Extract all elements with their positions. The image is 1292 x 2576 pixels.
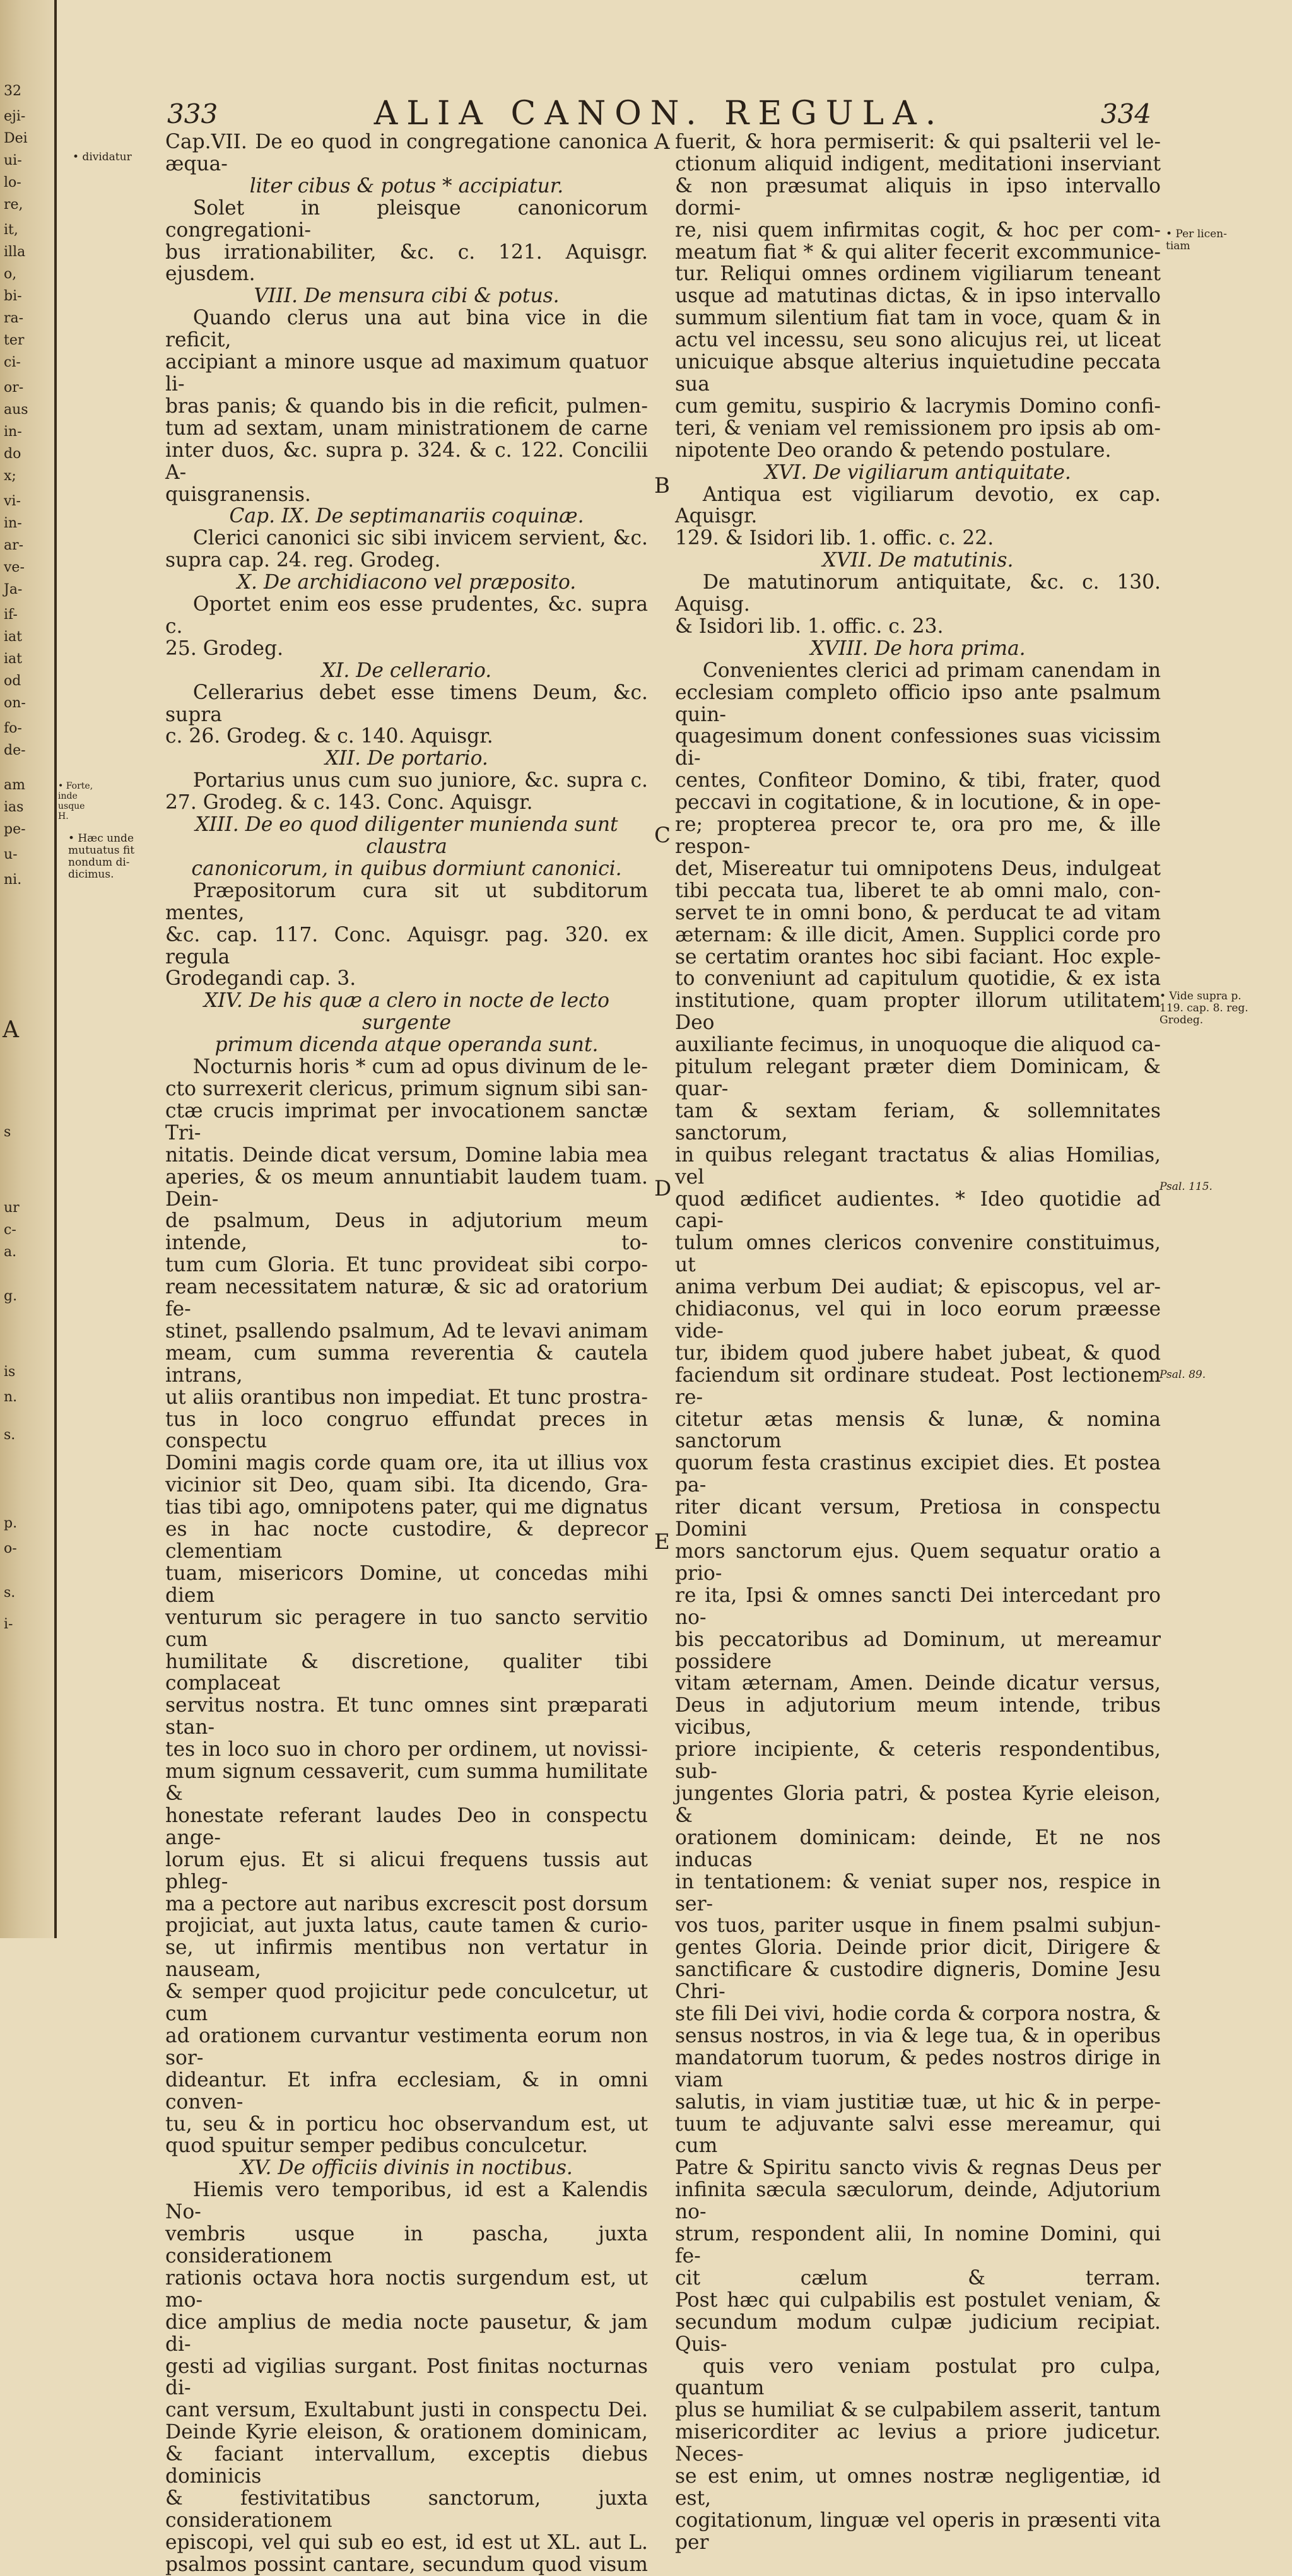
edge-fragment: ui- — [4, 153, 22, 168]
edge-fragment: if- — [4, 607, 18, 623]
text-line: Præpositorum cura sit ut subditorum mentes, — [165, 879, 648, 924]
text-line: Nocturnis horis * cum ad opus divinum de le- — [192, 1056, 648, 1079]
text-line: X. De archidiacono vel præposito. — [237, 571, 577, 594]
text-line: to conveniunt ad capitulum quotidie, & ex ista — [675, 967, 1161, 991]
edge-fragment: eji- — [4, 109, 26, 124]
text-line: Cap.VII. De eo quod in congregatione canonica æqua- — [165, 131, 648, 175]
text-line: tur. Reliqui omnes ordinem vigiliarum teneant — [675, 262, 1161, 286]
text-line: vitam æternam, Amen. Deinde dicatur versus, — [675, 1672, 1161, 1695]
text-line: 25. Grodeg. — [165, 637, 284, 660]
text-line: in tentationem: & veniat super nos, respice in ser- — [675, 1870, 1161, 1915]
text-line: bras panis; & quando bis in die reficit, pulmen- — [165, 394, 648, 418]
text-line: Convenientes clerici ad primam canendam in — [702, 659, 1161, 682]
margin-note-haec-unde: • Hæc unde mutuatus fit nondum di- dicimus. — [68, 832, 135, 881]
text-line: fuerit, & hora permiserit: & qui psalterii vel le- — [675, 131, 1161, 153]
text-line: vicinior sit Deo, quam sibi. Ita dicendo, Gra- — [165, 1474, 648, 1497]
text-line: actu vel incessu, seu sono alicujus rei, ut liceat — [675, 329, 1161, 352]
text-line: ecclesiam completo officio ipso ante psalmum quin- — [675, 681, 1161, 726]
text-line: vos tuos, pariter usque in finem psalmi subjun- — [675, 1914, 1161, 1938]
text-line: gesti ad vigilias surgant. Post finitas nocturnas di- — [165, 2355, 648, 2400]
text-line: æternam: & ille dicit, Amen. Supplici corde pro — [675, 923, 1161, 946]
section-letter-e: E — [654, 1529, 670, 1555]
text-line: rationis octava hora noctis surgendum est, ut mo- — [165, 2266, 648, 2312]
margin-note-psalm-115: Psal. 115. — [1160, 1180, 1213, 1193]
edge-fragment: Dei — [4, 131, 28, 146]
edge-fragment: g. — [4, 1288, 18, 1304]
edge-fragment: or- — [4, 380, 24, 396]
edge-fragment: on- — [4, 695, 26, 711]
text-line: & Isidori lib. 1. offic. c. 23. — [675, 615, 944, 638]
text-line: VIII. De mensura cibi & potus. — [254, 285, 560, 308]
text-line: usque ad matutinas dictas, & in ipso intervallo — [675, 285, 1161, 308]
text-line: salutis, in viam justitiæ tuæ, ut hic & in perpe- — [675, 2090, 1161, 2114]
text-line: psalmos possint cantare, secundum quod visum — [165, 2553, 648, 2576]
text-line: Quando clerus una aut bina vice in die reficit, — [165, 307, 648, 352]
edge-fragment: p. — [4, 1515, 18, 1531]
text-line: De matutinorum antiquitate, &c. c. 130. Aquisg. — [675, 571, 1161, 616]
text-line: mors sanctorum ejus. Quem sequatur oratio a prio- — [675, 1540, 1161, 1585]
text-line: citetur ætas mensis & lunæ, & nomina sanctorum — [675, 1408, 1161, 1453]
text-line: gentes Gloria. Deinde prior dicit, Dirigere & — [675, 1936, 1161, 1960]
left-text-column — [165, 131, 648, 2576]
text-line: jungentes Gloria patri, & postea Kyrie eleison, & — [675, 1782, 1161, 1827]
text-line: Oportet enim eos esse prudentes, &c. supra c. — [165, 593, 648, 638]
edge-fragment: o, — [4, 266, 17, 282]
section-letter-d: D — [654, 1176, 672, 1201]
text-line: re; propterea precor te, ora pro me, & ille respon- — [675, 813, 1161, 858]
text-line: orationem dominicam: deinde, Et ne nos inducas — [675, 1826, 1161, 1871]
text-line: plus se humiliat & se culpabilem asserit, tantum — [675, 2399, 1161, 2422]
text-line: anima verbum Dei audiat; & episcopus, vel ar- — [675, 1276, 1161, 1299]
text-line: sensus nostros, in via & lege tua, & in operibus — [675, 2024, 1161, 2047]
text-line: se, ut infirmis mentibus non vertatur in nauseam, — [165, 1936, 648, 1982]
text-line: teri, & veniam vel remissionem pro ipsis ab om- — [675, 416, 1161, 440]
edge-fragment: in- — [4, 424, 22, 440]
text-line: ad orationem curvantur vestimenta eorum non sor- — [165, 2024, 648, 2069]
text-line: projiciat, aut juxta latus, caute tamen & curio- — [165, 1914, 648, 1938]
text-line: & faciant intervallum, exceptis diebus dominicis — [165, 2443, 648, 2488]
text-line: Hiemis vero temporibus, id est a Kalendis No- — [165, 2179, 648, 2224]
text-line: tuam, misericors Domine, ut concedas mihi diem — [165, 1561, 648, 1607]
text-line: quod spuitur semper pedibus conculcetur. — [165, 2134, 588, 2158]
edge-fragment: pe- — [4, 821, 26, 837]
text-line: quod ædificet audientes. * Ideo quotidie ad capi- — [675, 1187, 1161, 1233]
text-line: XI. De cellerario. — [321, 659, 492, 682]
text-line: cum gemitu, suspirio & lacrymis Domino confi- — [675, 394, 1161, 418]
edge-fragment: re, — [4, 197, 23, 213]
text-line: vembris usque in pascha, juxta considerationem — [165, 2223, 648, 2267]
text-line: secundum modum culpæ judicium recipiat. Quis- — [675, 2310, 1161, 2356]
edge-fragment: illa — [4, 244, 26, 260]
text-line: tias tibi ago, omnipotens pater, qui me dignatus — [165, 1496, 648, 1519]
text-line: tu, seu & in porticu hoc observandum est, ut — [165, 2112, 648, 2136]
text-line: pitulum relegant præter diem Dominicam, & quar- — [675, 1056, 1161, 1100]
text-line: re, nisi quem infirmitas cogit, & hoc per com- — [675, 218, 1161, 242]
text-line: unicuique absque alterius inquietudine peccata sua — [675, 351, 1161, 396]
text-line: Domini magis corde quam ore, ita ut illius vox — [165, 1452, 648, 1475]
edge-fragment: lo- — [4, 175, 21, 191]
text-line: per — [675, 2531, 709, 2554]
text-line: c. 26. Grodeg. & c. 140. Aquisgr. — [165, 725, 493, 748]
text-line: & non præsumat aliquis in ipso intervallo dormi- — [675, 174, 1161, 220]
edge-fragment: n. — [4, 1389, 18, 1405]
text-line: Patre & Spiritu sancto vivis & regnas Deus per — [675, 2156, 1161, 2180]
text-line: Clerici canonici sic sibi invicem servient, &c. — [192, 527, 648, 550]
text-line: aperies, & os meum annuntiabit laudem tuam. Dein- — [165, 1165, 648, 1211]
edge-fragment: i- — [4, 1616, 13, 1632]
page-number-left: 333 — [167, 98, 218, 129]
edge-fragment: de- — [4, 743, 26, 758]
text-line: riter dicant versum, Pretiosa in conspectu Domini — [675, 1496, 1161, 1541]
edge-fragment: ci- — [4, 355, 21, 370]
text-line: cogitationum, linguæ vel operis in præsenti vita — [675, 2508, 1161, 2532]
text-line: venturum sic peragere in tuo sancto servitio cum — [165, 1606, 648, 1651]
text-line: Deinde Kyrie eleison, & orationem dominicam, — [165, 2421, 648, 2444]
text-line: XVIII. De hora prima. — [810, 637, 1026, 660]
edge-fragment: ra- — [4, 310, 24, 326]
text-line: mum signum cessaverit, cum summa humilitate & — [165, 1760, 648, 1805]
edge-fragment: od — [4, 673, 21, 689]
text-line: centes, Confiteor Domino, & tibi, frater, quod — [675, 769, 1161, 792]
text-line: XVII. De matutinis. — [822, 549, 1014, 572]
text-line: Post hæc qui culpabilis est postulet veniam, & — [675, 2288, 1161, 2312]
text-line: nitatis. Deinde dicat versum, Domine labia mea — [165, 1143, 648, 1167]
text-line: tes in loco suo in choro per ordinem, ut novissi- — [165, 1738, 648, 1761]
text-line: meatum fiat * & qui aliter fecerit excommunice- — [675, 240, 1161, 264]
edge-fragment: ar- — [4, 538, 24, 553]
text-line: Cap. IX. De septimanariis coquinæ. — [229, 505, 584, 528]
text-line: episcopi, vel qui sub eo est, id est ut XL. aut L. — [165, 2531, 648, 2554]
edge-fragment: Ja- — [4, 582, 23, 597]
text-line: strum, respondent alii, In nomine Domini, qui fe- — [675, 2223, 1161, 2267]
running-title: ALIA CANON. REGULA. — [373, 95, 945, 132]
edge-fragment: fo- — [4, 720, 22, 736]
edge-fragment: x; — [4, 468, 16, 484]
text-line: liter cibus & potus * accipiatur. — [249, 174, 564, 197]
edge-fragment: is — [4, 1364, 16, 1380]
text-line: cit cælum & terram. — [675, 2266, 1161, 2290]
text-line: honestate referant laudes Deo in conspectu ange- — [165, 1804, 648, 1849]
text-line: tum ad sextam, unam ministrationem de carne — [165, 416, 648, 440]
text-line: servet te in omni bono, & perducat te ad vitam — [675, 901, 1161, 924]
text-line: peccavi in cogitatione, & in locutione, & in ope- — [675, 791, 1161, 815]
edge-fragment: 32 — [4, 83, 21, 99]
text-line: quagesimum donent confessiones suas vicissim di- — [675, 725, 1161, 770]
text-line: priore incipiente, & ceteris respondentibus, sub- — [675, 1738, 1161, 1784]
text-line: Solet in pleisque canonicorum congregationi- — [165, 196, 648, 242]
text-line: quis vero veniam postulat pro culpa, quantum — [675, 2355, 1161, 2400]
edge-fragment: vi- — [4, 493, 21, 509]
text-line: ste fili Dei vivi, hodie corda & corpora nostra, & — [675, 2003, 1161, 2026]
text-line: humilitate & discretione, qualiter tibi complaceat — [165, 1650, 648, 1695]
text-line: sanctificare & custodire digneris, Domine Jesu Chri- — [675, 1958, 1161, 2004]
edge-fragment: ur — [4, 1200, 20, 1216]
text-line: dideantur. Et infra ecclesiam, & in omni conven- — [165, 2068, 648, 2114]
text-line: Portarius unus cum suo juniore, &c. supra c. — [192, 769, 648, 792]
text-line: ream necessitatem naturæ, & sic ad oratorium fe- — [165, 1276, 648, 1321]
text-line: dice amplius de media nocte pausetur, & jam di- — [165, 2310, 648, 2356]
text-line: tur, ibidem quod jubere habet jubeat, & quod — [675, 1341, 1161, 1365]
text-line: quisgranensis. — [165, 483, 311, 506]
edge-fragment: bi- — [4, 288, 22, 304]
edge-fragment: aus — [4, 402, 28, 418]
text-line: accipiant a minore usque ad maximum quatuor li- — [165, 351, 648, 396]
text-line: Deus in adjutorium meum intende, tribus vicibus, — [675, 1694, 1161, 1739]
text-line: ctæ crucis imprimat per invocationem sanctæ Tri- — [165, 1099, 648, 1144]
text-line: se certatim orantes hoc sibi faciant. Hoc exple- — [675, 945, 1161, 968]
edge-fragment: s. — [4, 1585, 16, 1601]
text-line: in quibus relegant tractatus & alias Homilias, vel — [675, 1143, 1161, 1189]
text-line: nipotente Deo orando & petendo postulare. — [675, 438, 1112, 462]
margin-note-psalm-89: Psal. 89. — [1160, 1368, 1206, 1381]
margin-note-vide-supra: • Vide supra p. 119. cap. 8. reg. Grodeg. — [1160, 990, 1248, 1026]
edge-fragment: a. — [4, 1244, 17, 1260]
edge-fragment: ve- — [4, 560, 25, 575]
margin-note-forte: • Forte, inde usque H. — [58, 781, 93, 821]
text-line: bus irrationabiliter, &c. c. 121. Aquisgr. ejusdem. — [165, 240, 648, 286]
text-line: mandatorum tuorum, & pedes nostros dirige in viam — [675, 2046, 1161, 2091]
text-line: infinita sæcula sæculorum, deinde, Adjutorium no- — [675, 2179, 1161, 2224]
text-line: stinet, psallendo psalmum, Ad te levavi animam — [165, 1319, 648, 1343]
text-line: tam & sextam feriam, & sollemnitates sanctorum, — [675, 1099, 1161, 1144]
page-number-right: 334 — [1100, 98, 1151, 129]
text-line: institutione, quam propter illorum utilitatem Deo — [675, 989, 1161, 1035]
edge-fragment: o- — [4, 1541, 17, 1556]
text-line: faciendum sit ordinare studeat. Post lectionem re- — [675, 1363, 1161, 1409]
edge-fragment: do — [4, 446, 21, 462]
text-line: XIII. De eo quod diligenter munienda sunt claustra — [195, 813, 618, 858]
text-line: bis peccatoribus ad Dominum, ut mereamur possidere — [675, 1628, 1161, 1673]
text-line: tibi peccata tua, liberet te ab omni malo, con- — [675, 879, 1161, 902]
text-line: cto surrexerit clericus, primum signum sibi san- — [165, 1077, 648, 1100]
text-line: & semper quod projicitur pede conculcetur, ut cum — [165, 1980, 648, 2026]
edge-fragment: A — [3, 1017, 19, 1043]
edge-fragment: ias — [4, 799, 24, 815]
text-line: cant versum, Exultabunt justi in conspectu Dei. — [165, 2399, 648, 2422]
text-line: Cellerarius debet esse timens Deum, &c. supra — [165, 681, 648, 726]
text-line: Grodegandi cap. 3. — [165, 967, 356, 991]
text-line: tus in loco congruo effundat preces in conspectu — [165, 1408, 648, 1453]
text-line: summum silentium fiat tam in voce, quam & in — [675, 307, 1161, 330]
text-line: tuum te adjuvante salvi esse mereamur, qui cum — [675, 2112, 1161, 2158]
text-line: chidiaconus, vel qui in loco eorum præesse vide- — [675, 1298, 1161, 1343]
edge-fragment: iat — [4, 629, 22, 645]
edge-fragment: c- — [4, 1222, 16, 1238]
text-line: & festivitatibus sanctorum, juxta considerationem — [165, 2486, 648, 2532]
edge-fragment: ni. — [4, 872, 22, 888]
edge-fragment: ter — [4, 332, 25, 348]
text-line: es in hac nocte custodire, & deprecor clementiam — [165, 1518, 648, 1563]
text-line: de psalmum, Deus in adjutorium meum intende, to- — [165, 1209, 648, 1255]
gutter-rule — [54, 0, 57, 1938]
edge-fragment: s — [4, 1124, 11, 1140]
text-line: tum cum Gloria. Et tunc provideat sibi corpo- — [165, 1254, 648, 1277]
text-line: XVI. De vigiliarum antiquitate. — [765, 461, 1071, 484]
section-letter-a: A — [654, 129, 670, 155]
text-line: auxiliante fecimus, in unoquoque die aliquod ca- — [675, 1033, 1161, 1057]
text-line: 27. Grodeg. & c. 143. Conc. Aquisgr. — [165, 791, 533, 815]
text-line: servitus nostra. Et tunc omnes sint præparati stan- — [165, 1694, 648, 1739]
text-line: ctionum aliquid indigent, meditationi inserviant — [675, 152, 1161, 175]
right-text-column — [675, 131, 1161, 2554]
text-line: lorum ejus. Et si alicui frequens tussis aut phleg- — [165, 1848, 648, 1893]
text-line: supra cap. 24. reg. Grodeg. — [165, 549, 441, 572]
section-letter-b: B — [654, 473, 670, 498]
edge-fragment: in- — [4, 515, 22, 531]
text-line: quorum festa crastinus excipiet dies. Et postea pa- — [675, 1452, 1161, 1497]
text-line: XV. De officiis divinis in noctibus. — [240, 2156, 573, 2180]
text-line: canonicorum, in quibus dormiunt canonici. — [191, 857, 622, 880]
text-line: ma a pectore aut naribus excrescit post dorsum — [165, 1892, 648, 1915]
text-line: primum dicenda atque operanda sunt. — [214, 1033, 599, 1057]
margin-note-dividatur: • dividatur — [73, 151, 132, 163]
text-line: inter duos, &c. supra p. 324. & c. 122. Concilii A- — [165, 438, 648, 484]
edge-fragment: s. — [4, 1427, 16, 1443]
text-line: XII. De portario. — [325, 747, 488, 770]
edge-fragment: it, — [4, 222, 18, 238]
margin-note-per-licentiam: • Per licen- tiam — [1166, 228, 1227, 252]
text-line: tulum omnes clericos convenire constituimus, ut — [675, 1232, 1161, 1277]
section-letter-c: C — [654, 823, 671, 848]
text-line: det, Misereatur tui omnipotens Deus, indulgeat — [675, 857, 1161, 880]
text-line: re ita, Ipsi & omnes sancti Dei intercedant pro no- — [675, 1584, 1161, 1629]
edge-fragment: u- — [4, 847, 18, 862]
text-line: 129. & Isidori lib. 1. offic. c. 22. — [675, 527, 994, 550]
edge-fragment: am — [4, 777, 25, 793]
text-line: &c. cap. 117. Conc. Aquisgr. pag. 320. ex regula — [165, 923, 648, 968]
text-line: ut aliis orantibus non impediat. Et tunc prostra- — [165, 1385, 648, 1409]
text-line: XIV. De his quæ a clero in nocte de lecto surgente — [203, 989, 610, 1035]
text-line: se est enim, ut omnes nostræ negligentiæ, id est, — [675, 2465, 1161, 2510]
text-line: meam, cum summa reverentia & cautela intrans, — [165, 1341, 648, 1387]
text-line: misericorditer ac levius a priore judicetur. Neces- — [675, 2421, 1161, 2466]
text-line: Antiqua est vigiliarum devotio, ex cap. Aquisgr. — [675, 483, 1161, 528]
edge-fragment: iat — [4, 651, 22, 667]
